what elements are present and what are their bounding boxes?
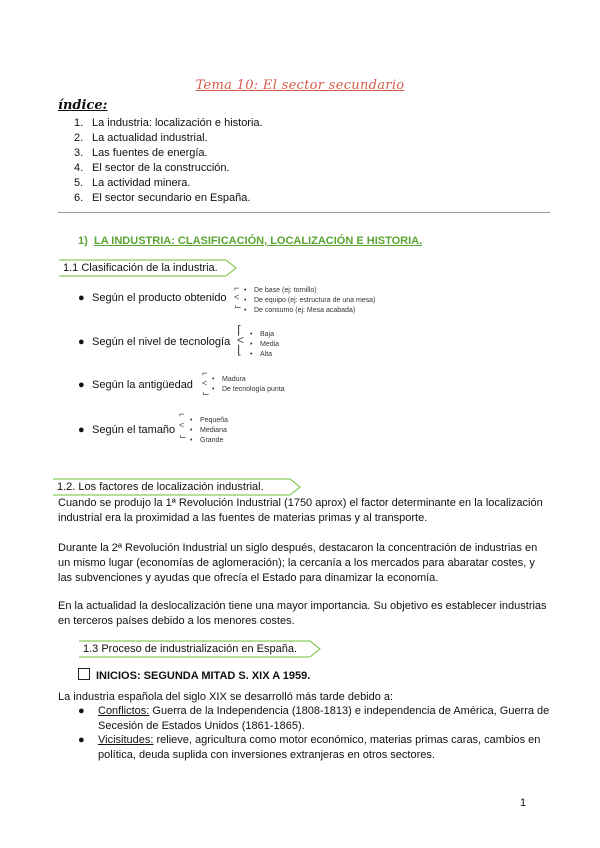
subsection-heading: 1.1 Clasificación de la industria.	[63, 262, 218, 274]
index-item: 6. El sector secundario en España.	[74, 192, 251, 204]
paragraph: La industria española del siglo XIX se desarrolló más tarde debido a:	[58, 691, 394, 703]
size-sublist: • Pequeña • Mediana • Grande	[190, 417, 229, 444]
page-number: 1	[520, 797, 527, 809]
index-item: 2. La actualidad industrial.	[74, 132, 208, 144]
checkbox-heading: INICIOS: SEGUNDA MITAD S. XIX A 1959.	[78, 668, 310, 682]
document-title: Tema 10: El sector secundario	[195, 78, 405, 93]
paragraph: En la actualidad la deslocalización tiene una mayor importancia. Su objetivo es establecer industrias en terceros países debido a los menores costes.	[58, 600, 547, 627]
index-item: 3. Las fuentes de energía.	[74, 147, 208, 159]
bullet-icon: ●	[78, 734, 85, 746]
list-item: ● Vicisitudes: relieve, agricultura como motor económico, materias primas caras, cambios en política, deuda suplida con inversiones extranjeras en otros sectores.	[78, 734, 541, 761]
criterion-product: ● Según el producto obtenido	[78, 292, 227, 304]
index-item: 5. La actividad minera.	[74, 177, 191, 189]
index-item: 1. La industria: localización e historia.	[74, 117, 263, 129]
checkbox-icon[interactable]	[78, 668, 90, 680]
criterion-age: ● Según la antigüedad	[78, 379, 193, 391]
subsection-tag-1-2	[52, 478, 302, 496]
subsection-tag-1-1	[58, 259, 238, 277]
brace-icon: ⌈ < ⌊	[237, 323, 245, 357]
brace-icon: ⌐ < ⌙	[202, 368, 210, 398]
paragraph: Cuando se produjo la 1ª Revolución Industrial (1750 aprox) el factor determinante en la localización industrial era la proximidad a las fuentes de materias primas y al transporte.	[58, 497, 543, 524]
list-item: ● Conflictos: Guerra de la Independencia (1808-1813) e independencia de América, Guerra de Secesión de Estados Unidos (1861-1865).	[78, 705, 550, 732]
subsection-heading: 1.2. Los factores de localización industrial.	[57, 481, 264, 493]
criterion-technology: ● Según el nivel de tecnología	[78, 336, 231, 348]
bullet-icon: ●	[78, 705, 85, 717]
section-heading: 1) LA INDUSTRIA: CLASIFICACIÓN, LOCALIZACIÓN E HISTORIA.	[78, 235, 423, 247]
subsection-tag-1-3	[78, 640, 322, 658]
index-list	[58, 116, 263, 206]
paragraph: Durante la 2ª Revolución Industrial un siglo después, destacaron la concentración de industrias en un mismo lugar (economías de aglomeración); la cercanía a los mercados para abaratar costes, y las subvenciones y ayudas que ofrecía el Estado para dinamizar la economía.	[58, 542, 538, 584]
brace-icon: ⌐ < ⌙	[234, 283, 242, 311]
index-heading: índice:	[58, 98, 108, 113]
subsection-heading: 1.3 Proceso de industrialización en España.	[83, 643, 298, 655]
criterion-size: ● Según el tamaño	[78, 424, 176, 436]
brace-icon: ⌐ < ⌙	[179, 409, 187, 441]
index-item: 4. El sector de la construcción.	[74, 162, 230, 174]
age-sublist: • Madura • De tecnología punta	[212, 376, 285, 393]
technology-sublist: • Baja • Media • Alta	[250, 331, 280, 358]
divider	[58, 212, 550, 213]
product-sublist: • De base (ej: tornillo) • De equipo (ej: estructura de una mesa) • De consumo (ej: Mesa acabada)	[244, 287, 376, 314]
